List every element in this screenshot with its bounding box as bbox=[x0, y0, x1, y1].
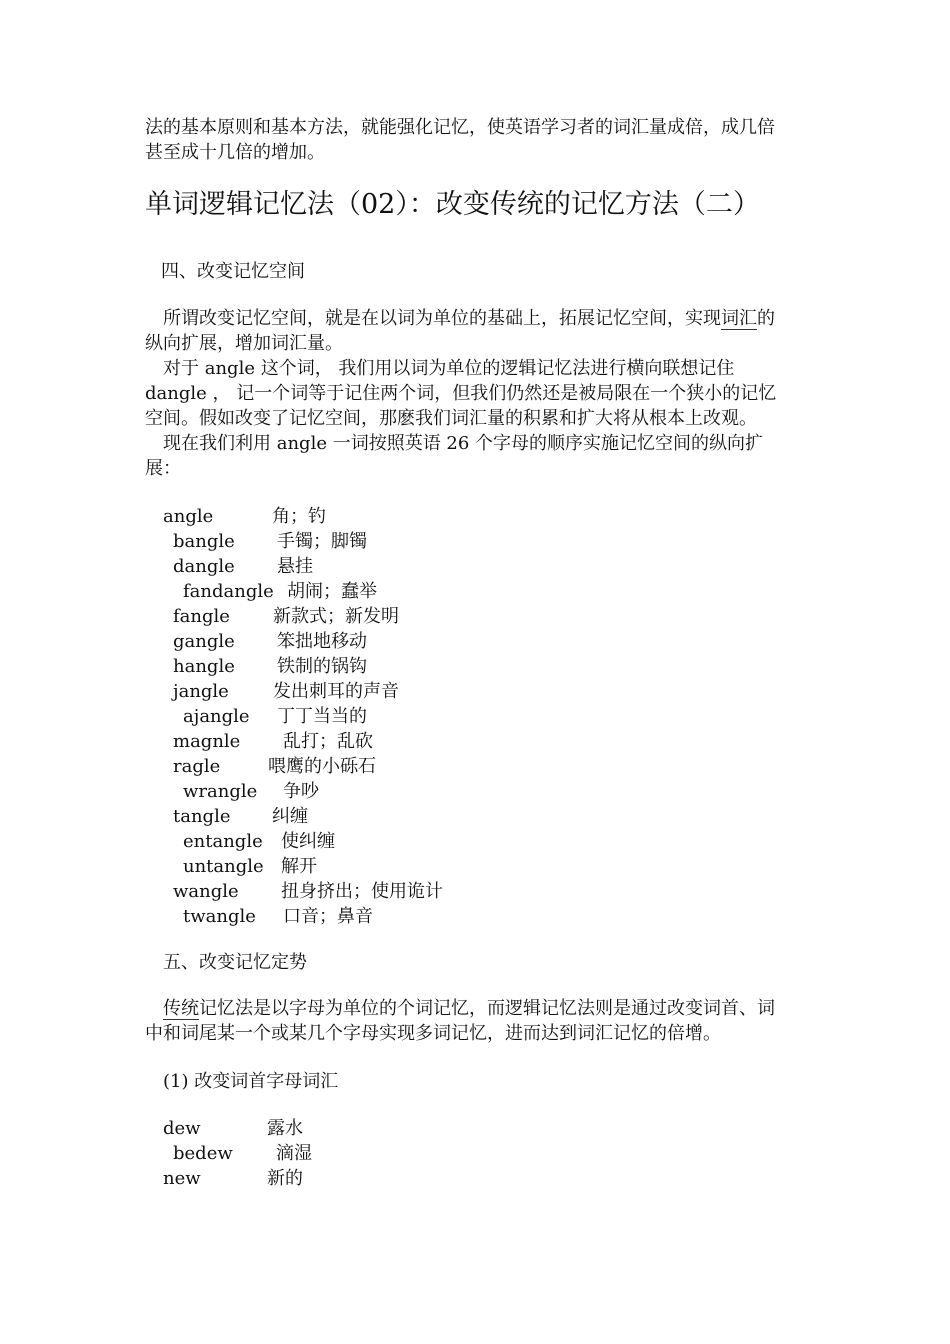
meaning: 笨拙地移动 bbox=[277, 631, 367, 652]
meaning: 露水 bbox=[267, 1118, 303, 1139]
meaning: 胡闹；蠢举 bbox=[287, 581, 377, 602]
word: untangle bbox=[183, 856, 264, 877]
meaning: 乱打；乱砍 bbox=[283, 731, 373, 752]
word: fangle bbox=[173, 606, 230, 627]
section5-subheading: (1) 改变词首字母词汇 bbox=[163, 1071, 339, 1092]
word: twangle bbox=[183, 906, 256, 927]
word: wangle bbox=[173, 881, 239, 902]
intro-line-2: 甚至成十几倍的增加。 bbox=[145, 142, 325, 163]
meaning: 铁制的锅钩 bbox=[277, 656, 367, 677]
section5-p1-line1: 传统记忆法是以字母为单位的个词记忆，而逻辑记忆法则是通过改变词首、词 bbox=[163, 998, 775, 1019]
section4-p3-line1: 现在我们利用 angle 一词按照英语 26 个字母的顺序实施记忆空间的纵向扩 bbox=[163, 433, 764, 454]
section4-p1-line1: 所谓改变记忆空间，就是在以词为单位的基础上，拓展记忆空间，实现词汇的 bbox=[163, 308, 775, 329]
meaning: 使纠缠 bbox=[281, 831, 335, 852]
meaning: 争吵 bbox=[283, 781, 319, 802]
word: gangle bbox=[173, 631, 235, 652]
section5-heading: 五、改变记忆定势 bbox=[163, 952, 307, 973]
section4-heading: 四、改变记忆空间 bbox=[161, 261, 305, 282]
meaning: 扭身挤出；使用诡计 bbox=[281, 881, 443, 902]
section4-p2-line3: 空间。假如改变了记忆空间，那麽我们词汇量的积累和扩大将从根本上改观。 bbox=[145, 408, 757, 429]
word: dew bbox=[163, 1118, 201, 1139]
meaning: 口音；鼻音 bbox=[283, 906, 373, 927]
meaning: 发出刺耳的声音 bbox=[273, 681, 399, 702]
word: bedew bbox=[173, 1143, 233, 1164]
meaning: 角；钓 bbox=[272, 506, 326, 527]
word: wrangle bbox=[183, 781, 258, 802]
word: tangle bbox=[173, 806, 231, 827]
underlined-term: 传统 bbox=[163, 998, 199, 1019]
section4-p3-line2: 展： bbox=[145, 458, 181, 479]
meaning: 喂鹰的小砾石 bbox=[268, 756, 376, 777]
word: fandangle bbox=[183, 581, 274, 602]
word: new bbox=[163, 1168, 201, 1189]
word: entangle bbox=[183, 831, 263, 852]
section4-p2-line1: 对于 angle 这个词， 我们用以词为单位的逻辑记忆法进行横向联想记住 bbox=[163, 358, 735, 379]
meaning: 纠缠 bbox=[272, 806, 308, 827]
word: angle bbox=[163, 506, 214, 527]
meaning: 丁丁当当的 bbox=[277, 706, 367, 727]
word: magnle bbox=[173, 731, 241, 752]
section4-p1-line2: 纵向扩展，增加词汇量。 bbox=[145, 333, 343, 354]
word: hangle bbox=[173, 656, 235, 677]
meaning: 悬挂 bbox=[277, 556, 313, 577]
meaning: 手镯；脚镯 bbox=[277, 531, 367, 552]
meaning: 新款式；新发明 bbox=[273, 606, 399, 627]
section4-p2-line2: dangle ， 记一个词等于记住两个词，但我们仍然还是被局限在一个狭小的记忆 bbox=[145, 383, 777, 404]
intro-line-1: 法的基本原则和基本方法，就能强化记忆，使英语学习者的词汇量成倍，成几倍 bbox=[145, 117, 775, 138]
underlined-term: 词汇 bbox=[721, 308, 757, 329]
section-title: 单词逻辑记忆法（02）：改变传统的记忆方法（二） bbox=[145, 189, 760, 220]
word: dangle bbox=[173, 556, 235, 577]
word: ajangle bbox=[183, 706, 250, 727]
meaning: 新的 bbox=[267, 1168, 303, 1189]
word: bangle bbox=[173, 531, 235, 552]
section5-p1-line2: 中和词尾某一个或某几个字母实现多词记忆，进而达到词汇记忆的倍增。 bbox=[145, 1023, 721, 1044]
meaning: 解开 bbox=[281, 856, 317, 877]
meaning: 滴湿 bbox=[276, 1143, 312, 1164]
word: jangle bbox=[173, 681, 229, 702]
word: ragle bbox=[173, 756, 221, 777]
